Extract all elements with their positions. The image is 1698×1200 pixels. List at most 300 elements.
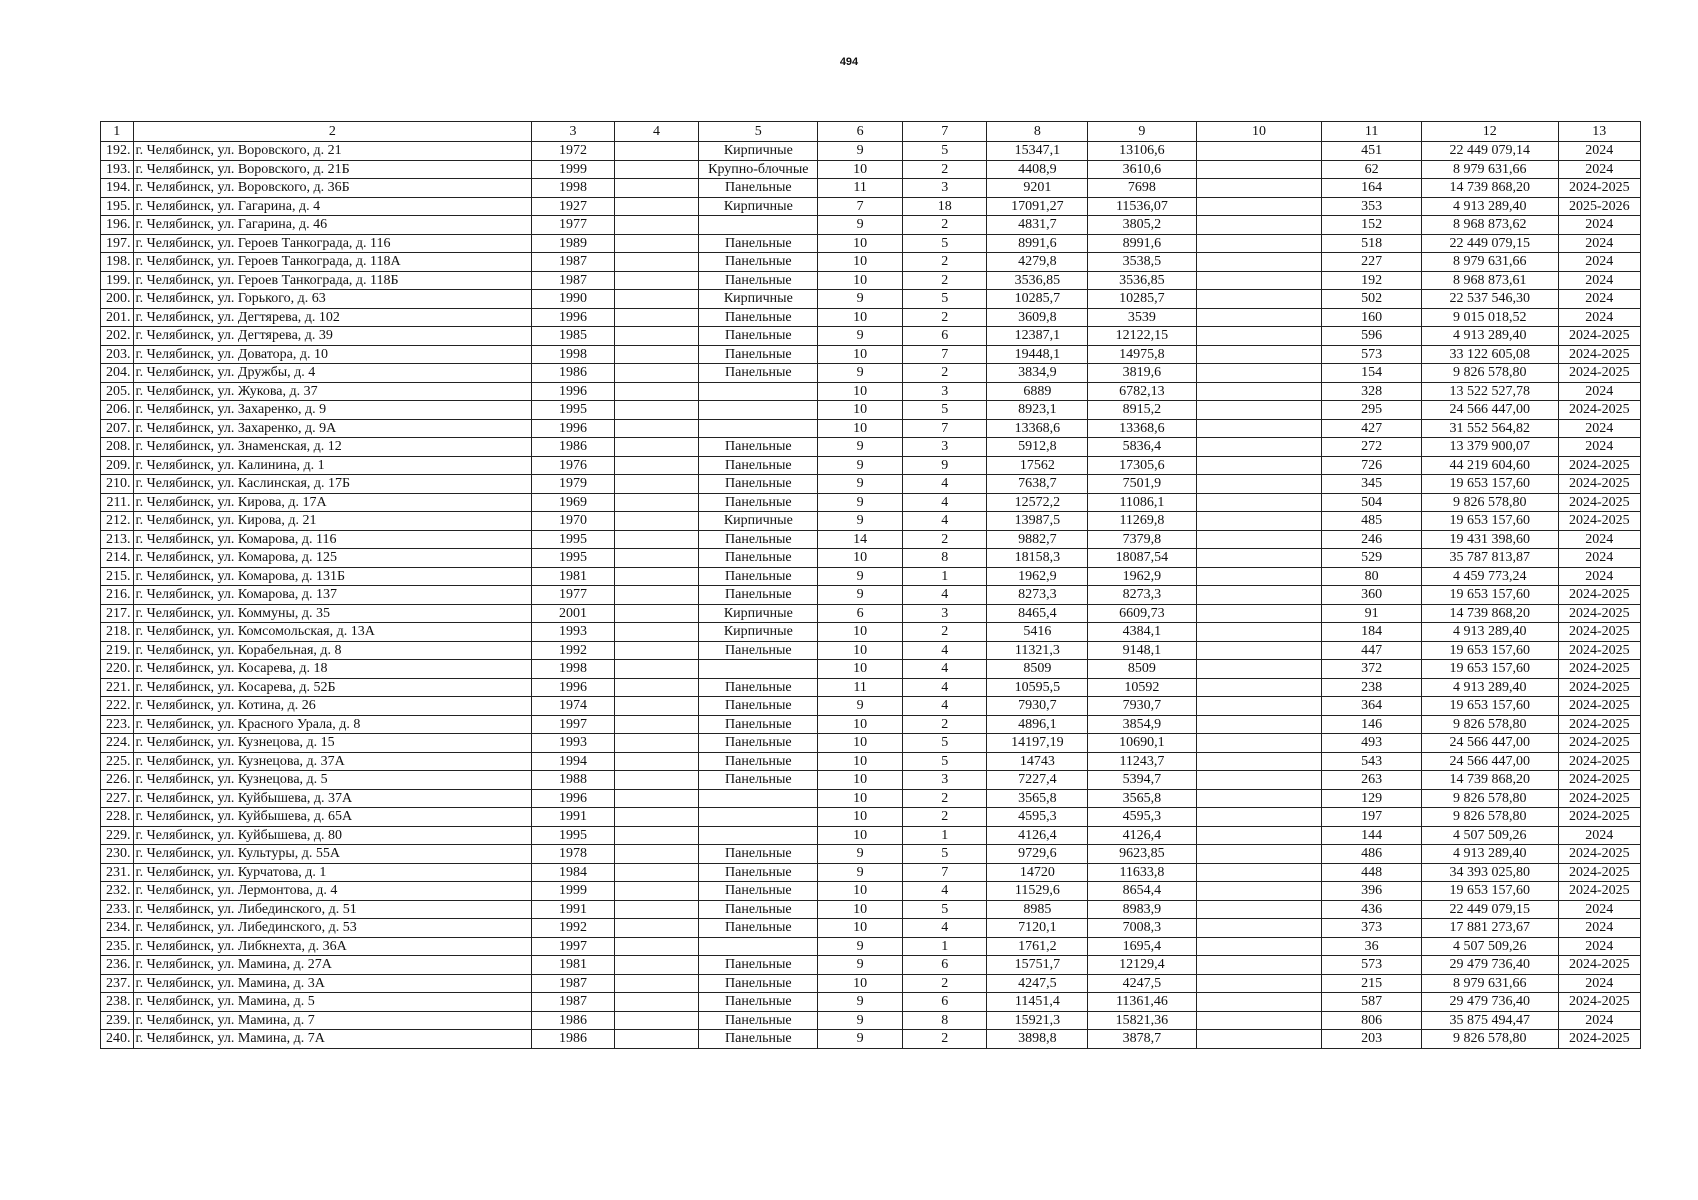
table-cell: 1999 xyxy=(532,882,614,901)
table-cell: 9 xyxy=(818,956,903,975)
table-cell: Панельные xyxy=(699,549,818,568)
table-cell: 10 xyxy=(818,715,903,734)
table-cell: 2024-2025 xyxy=(1558,179,1640,198)
table-cell: 726 xyxy=(1322,456,1422,475)
table-cell: 263 xyxy=(1322,771,1422,790)
table-cell xyxy=(1196,290,1322,309)
column-header: 2 xyxy=(133,122,532,142)
table-cell: 33 122 605,08 xyxy=(1422,345,1559,364)
table-cell: 8465,4 xyxy=(987,604,1088,623)
table-cell: 2024-2025 xyxy=(1558,475,1640,494)
table-cell: 6 xyxy=(902,956,987,975)
table-cell: 9 xyxy=(818,937,903,956)
row-number-cell: 214. xyxy=(101,549,134,568)
table-cell: 19 653 157,60 xyxy=(1422,697,1559,716)
column-header: 5 xyxy=(699,122,818,142)
table-cell xyxy=(614,271,699,290)
table-cell: 596 xyxy=(1322,327,1422,346)
address-cell: г. Челябинск, ул. Культуры, д. 55А xyxy=(133,845,532,864)
table-cell: 13106,6 xyxy=(1088,142,1196,161)
table-cell: 10 xyxy=(818,734,903,753)
table-cell xyxy=(614,456,699,475)
table-cell: 2 xyxy=(902,1030,987,1049)
table-cell: Панельные xyxy=(699,882,818,901)
table-cell: 9 xyxy=(818,863,903,882)
table-cell xyxy=(699,937,818,956)
table-cell xyxy=(1196,882,1322,901)
table-row xyxy=(101,401,1641,420)
row-number-cell: 230. xyxy=(101,845,134,864)
table-row xyxy=(101,604,1641,623)
address-cell: г. Челябинск, ул. Лермонтова, д. 4 xyxy=(133,882,532,901)
table-cell: 3898,8 xyxy=(987,1030,1088,1049)
table-cell: 9 826 578,80 xyxy=(1422,493,1559,512)
table-cell xyxy=(614,142,699,161)
table-cell: 1986 xyxy=(532,364,614,383)
table-cell xyxy=(1196,475,1322,494)
address-cell: г. Челябинск, ул. Комарова, д. 137 xyxy=(133,586,532,605)
table-cell: 1 xyxy=(902,937,987,956)
table-cell: 2024 xyxy=(1558,160,1640,179)
table-cell: 6 xyxy=(902,993,987,1012)
table-cell: 2024-2025 xyxy=(1558,752,1640,771)
table-cell: 17562 xyxy=(987,456,1088,475)
table-cell xyxy=(1196,382,1322,401)
table-cell: 4 xyxy=(902,586,987,605)
address-cell: г. Челябинск, ул. Либединского, д. 53 xyxy=(133,919,532,938)
row-number-cell: 240. xyxy=(101,1030,134,1049)
address-cell: г. Челябинск, ул. Воровского, д. 21Б xyxy=(133,160,532,179)
table-row xyxy=(101,771,1641,790)
row-number-cell: 201. xyxy=(101,308,134,327)
table-cell xyxy=(614,641,699,660)
address-cell: г. Челябинск, ул. Знаменская, д. 12 xyxy=(133,438,532,457)
table-cell: 4 913 289,40 xyxy=(1422,678,1559,697)
table-cell xyxy=(614,863,699,882)
table-cell xyxy=(614,882,699,901)
table-cell: 272 xyxy=(1322,438,1422,457)
table-cell: 9 xyxy=(902,456,987,475)
table-cell: 10690,1 xyxy=(1088,734,1196,753)
table-cell: 9882,7 xyxy=(987,530,1088,549)
table-cell: 2024 xyxy=(1558,826,1640,845)
table-row xyxy=(101,142,1641,161)
table-cell xyxy=(1196,216,1322,235)
table-cell: 2024-2025 xyxy=(1558,697,1640,716)
table-row xyxy=(101,216,1641,235)
table-cell: Панельные xyxy=(699,863,818,882)
table-cell xyxy=(1196,197,1322,216)
table-cell: 19448,1 xyxy=(987,345,1088,364)
table-cell: 573 xyxy=(1322,345,1422,364)
address-cell: г. Челябинск, ул. Жукова, д. 37 xyxy=(133,382,532,401)
row-number-cell: 208. xyxy=(101,438,134,457)
table-row xyxy=(101,826,1641,845)
table-cell: 1927 xyxy=(532,197,614,216)
table-cell xyxy=(1196,327,1322,346)
row-number-cell: 212. xyxy=(101,512,134,531)
table-cell xyxy=(699,808,818,827)
table-cell: 7 xyxy=(902,345,987,364)
table-row xyxy=(101,475,1641,494)
table-cell xyxy=(1196,253,1322,272)
table-cell: 1987 xyxy=(532,974,614,993)
row-number-cell: 199. xyxy=(101,271,134,290)
table-cell: 2024 xyxy=(1558,290,1640,309)
address-cell: г. Челябинск, ул. Кузнецова, д. 5 xyxy=(133,771,532,790)
row-number-cell: 236. xyxy=(101,956,134,975)
row-number-cell: 229. xyxy=(101,826,134,845)
table-cell: Панельные xyxy=(699,475,818,494)
table-cell: 5 xyxy=(902,401,987,420)
table-row xyxy=(101,734,1641,753)
row-number-cell: 217. xyxy=(101,604,134,623)
table-row xyxy=(101,863,1641,882)
table-cell: 1998 xyxy=(532,179,614,198)
table-cell: 129 xyxy=(1322,789,1422,808)
table-cell: Панельные xyxy=(699,974,818,993)
row-number-cell: 196. xyxy=(101,216,134,235)
row-number-cell: 202. xyxy=(101,327,134,346)
table-row xyxy=(101,253,1641,272)
table-cell: 7501,9 xyxy=(1088,475,1196,494)
table-row xyxy=(101,179,1641,198)
table-cell: 529 xyxy=(1322,549,1422,568)
address-cell: г. Челябинск, ул. Горького, д. 63 xyxy=(133,290,532,309)
table-cell: 12387,1 xyxy=(987,327,1088,346)
table-cell xyxy=(1196,678,1322,697)
table-cell: 448 xyxy=(1322,863,1422,882)
table-row xyxy=(101,456,1641,475)
table-cell: 192 xyxy=(1322,271,1422,290)
table-cell: 353 xyxy=(1322,197,1422,216)
table-cell: 9 xyxy=(818,1030,903,1049)
table-cell: 9201 xyxy=(987,179,1088,198)
table-cell: 11 xyxy=(818,179,903,198)
table-cell xyxy=(1196,456,1322,475)
table-cell: 2 xyxy=(902,974,987,993)
row-number-cell: 219. xyxy=(101,641,134,660)
table-cell: 543 xyxy=(1322,752,1422,771)
table-cell: 1976 xyxy=(532,456,614,475)
address-cell: г. Челябинск, ул. Комарова, д. 125 xyxy=(133,549,532,568)
table-cell: 5 xyxy=(902,900,987,919)
table-row xyxy=(101,327,1641,346)
table-cell: 3819,6 xyxy=(1088,364,1196,383)
table-cell: 18158,3 xyxy=(987,549,1088,568)
table-cell: 2001 xyxy=(532,604,614,623)
table-cell xyxy=(614,216,699,235)
table-cell: 573 xyxy=(1322,956,1422,975)
table-cell: 4408,9 xyxy=(987,160,1088,179)
table-cell xyxy=(614,715,699,734)
table-cell: 2024-2025 xyxy=(1558,604,1640,623)
table-cell: 9 xyxy=(818,586,903,605)
table-cell: 2 xyxy=(902,715,987,734)
table-cell: 80 xyxy=(1322,567,1422,586)
table-cell: 8273,3 xyxy=(1088,586,1196,605)
table-cell: 8654,4 xyxy=(1088,882,1196,901)
table-cell xyxy=(614,826,699,845)
table-row xyxy=(101,197,1641,216)
table-cell: 2025-2026 xyxy=(1558,197,1640,216)
table-cell: 1 xyxy=(902,826,987,845)
table-cell: 9 826 578,80 xyxy=(1422,1030,1559,1049)
table-cell: 6889 xyxy=(987,382,1088,401)
table-cell: 19 653 157,60 xyxy=(1422,660,1559,679)
table-cell: 364 xyxy=(1322,697,1422,716)
address-cell: г. Челябинск, ул. Захаренко, д. 9 xyxy=(133,401,532,420)
table-cell: 3 xyxy=(902,604,987,623)
table-cell: 396 xyxy=(1322,882,1422,901)
table-cell: 7008,3 xyxy=(1088,919,1196,938)
table-cell xyxy=(1196,826,1322,845)
table-cell: 10 xyxy=(818,974,903,993)
table-cell: 215 xyxy=(1322,974,1422,993)
address-cell: г. Челябинск, ул. Комарова, д. 131Б xyxy=(133,567,532,586)
table-row xyxy=(101,567,1641,586)
table-cell: 10592 xyxy=(1088,678,1196,697)
table-cell xyxy=(1196,771,1322,790)
table-cell xyxy=(1196,956,1322,975)
table-cell: 11361,46 xyxy=(1088,993,1196,1012)
page-number: 494 xyxy=(839,56,859,68)
table-cell: 19 653 157,60 xyxy=(1422,475,1559,494)
table-cell: 3610,6 xyxy=(1088,160,1196,179)
table-cell: 427 xyxy=(1322,419,1422,438)
header-row xyxy=(101,122,1641,142)
table-cell: 8 968 873,61 xyxy=(1422,271,1559,290)
table-cell: 152 xyxy=(1322,216,1422,235)
table-cell xyxy=(1196,641,1322,660)
table-cell: 11269,8 xyxy=(1088,512,1196,531)
row-number-cell: 211. xyxy=(101,493,134,512)
table-body xyxy=(101,142,1641,1049)
table-cell: 7 xyxy=(902,419,987,438)
table-cell: 12122,15 xyxy=(1088,327,1196,346)
table-cell: 22 449 079,14 xyxy=(1422,142,1559,161)
table-cell xyxy=(614,993,699,1012)
table-cell xyxy=(699,419,818,438)
table-cell xyxy=(1196,974,1322,993)
table-row xyxy=(101,882,1641,901)
table-cell: 10595,5 xyxy=(987,678,1088,697)
address-cell: г. Челябинск, ул. Дегтярева, д. 102 xyxy=(133,308,532,327)
table-cell: 14 739 868,20 xyxy=(1422,604,1559,623)
table-cell: Панельные xyxy=(699,697,818,716)
table-cell: 91 xyxy=(1322,604,1422,623)
table-cell xyxy=(1196,512,1322,531)
table-cell: 15751,7 xyxy=(987,956,1088,975)
table-cell: 44 219 604,60 xyxy=(1422,456,1559,475)
table-cell: 13 379 900,07 xyxy=(1422,438,1559,457)
table-cell xyxy=(1196,808,1322,827)
table-cell: 6 xyxy=(902,327,987,346)
table-cell: 246 xyxy=(1322,530,1422,549)
address-cell: г. Челябинск, ул. Куйбышева, д. 37А xyxy=(133,789,532,808)
table-cell: 8923,1 xyxy=(987,401,1088,420)
table-cell: 2024-2025 xyxy=(1558,771,1640,790)
table-cell: 10 xyxy=(818,623,903,642)
table-cell: Панельные xyxy=(699,493,818,512)
table-cell: 518 xyxy=(1322,234,1422,253)
table-cell: 3 xyxy=(902,179,987,198)
table-cell: 1987 xyxy=(532,271,614,290)
table-cell: 3539 xyxy=(1088,308,1196,327)
address-cell: г. Челябинск, ул. Мамина, д. 7А xyxy=(133,1030,532,1049)
table-cell: Кирпичные xyxy=(699,512,818,531)
table-cell: 1988 xyxy=(532,771,614,790)
table-cell xyxy=(614,327,699,346)
row-number-cell: 216. xyxy=(101,586,134,605)
table-cell: 1974 xyxy=(532,697,614,716)
table-cell: 2024-2025 xyxy=(1558,456,1640,475)
table-cell xyxy=(614,253,699,272)
row-number-cell: 239. xyxy=(101,1011,134,1030)
table-cell: 62 xyxy=(1322,160,1422,179)
table-cell: 2 xyxy=(902,364,987,383)
row-number-cell: 206. xyxy=(101,401,134,420)
table-row xyxy=(101,808,1641,827)
table-cell: 2 xyxy=(902,308,987,327)
table-cell xyxy=(1196,308,1322,327)
row-number-cell: 193. xyxy=(101,160,134,179)
table-cell xyxy=(1196,937,1322,956)
table-cell: 35 787 813,87 xyxy=(1422,549,1559,568)
table-cell: 8 xyxy=(902,1011,987,1030)
table-cell: 2024 xyxy=(1558,419,1640,438)
table-cell: 5836,4 xyxy=(1088,438,1196,457)
table-cell: 13368,6 xyxy=(987,419,1088,438)
address-cell: г. Челябинск, ул. Каслинская, д. 17Б xyxy=(133,475,532,494)
table-cell xyxy=(614,771,699,790)
table-cell: 4 xyxy=(902,475,987,494)
address-cell: г. Челябинск, ул. Красного Урала, д. 8 xyxy=(133,715,532,734)
table-cell xyxy=(1196,419,1322,438)
table-row xyxy=(101,937,1641,956)
table-cell: 9 xyxy=(818,845,903,864)
table-row xyxy=(101,234,1641,253)
table-cell: 154 xyxy=(1322,364,1422,383)
table-cell: 5912,8 xyxy=(987,438,1088,457)
table-cell: 436 xyxy=(1322,900,1422,919)
table-cell: 10 xyxy=(818,234,903,253)
table-cell: 2024-2025 xyxy=(1558,845,1640,864)
table-cell xyxy=(1196,586,1322,605)
table-cell: 9 826 578,80 xyxy=(1422,715,1559,734)
table-row xyxy=(101,993,1641,1012)
table-cell: 10 xyxy=(818,752,903,771)
address-cell: г. Челябинск, ул. Кирова, д. 17А xyxy=(133,493,532,512)
table-cell: 3 xyxy=(902,438,987,457)
table-cell: 3536,85 xyxy=(1088,271,1196,290)
table-cell: 10 xyxy=(818,382,903,401)
table-cell: 10 xyxy=(818,641,903,660)
table-cell: Панельные xyxy=(699,956,818,975)
table-cell: 8 979 631,66 xyxy=(1422,160,1559,179)
table-cell xyxy=(614,1011,699,1030)
table-cell: 9 xyxy=(818,438,903,457)
table-row xyxy=(101,308,1641,327)
table-cell: 2024-2025 xyxy=(1558,660,1640,679)
table-cell: 4 507 509,26 xyxy=(1422,937,1559,956)
table-cell: 10285,7 xyxy=(1088,290,1196,309)
table-cell: 19 653 157,60 xyxy=(1422,641,1559,660)
table-cell: 4247,5 xyxy=(987,974,1088,993)
table-cell: 11243,7 xyxy=(1088,752,1196,771)
table-cell: 1 xyxy=(902,567,987,586)
table-cell: 1986 xyxy=(532,438,614,457)
table-cell: 2024-2025 xyxy=(1558,715,1640,734)
table-cell: 8991,6 xyxy=(1088,234,1196,253)
table-cell xyxy=(614,604,699,623)
table-cell: 3805,2 xyxy=(1088,216,1196,235)
table-cell xyxy=(1196,604,1322,623)
table-cell: 7120,1 xyxy=(987,919,1088,938)
table-cell: 9 xyxy=(818,456,903,475)
table-cell xyxy=(614,660,699,679)
table-cell: 3565,8 xyxy=(987,789,1088,808)
table-row xyxy=(101,845,1641,864)
table-row xyxy=(101,697,1641,716)
row-number-cell: 200. xyxy=(101,290,134,309)
table-row xyxy=(101,715,1641,734)
table-cell: 4 xyxy=(902,493,987,512)
table-row xyxy=(101,364,1641,383)
address-cell: г. Челябинск, ул. Гагарина, д. 46 xyxy=(133,216,532,235)
table-cell: Панельные xyxy=(699,752,818,771)
table-cell: 2024-2025 xyxy=(1558,863,1640,882)
table-cell: 2024-2025 xyxy=(1558,1030,1640,1049)
table-cell: 2 xyxy=(902,216,987,235)
table-cell: 17 881 273,67 xyxy=(1422,919,1559,938)
table-cell xyxy=(1196,623,1322,642)
table-cell: 24 566 447,00 xyxy=(1422,734,1559,753)
table-cell: 1979 xyxy=(532,475,614,494)
table-row xyxy=(101,512,1641,531)
table-cell: 451 xyxy=(1322,142,1422,161)
table-cell: 24 566 447,00 xyxy=(1422,752,1559,771)
table-cell xyxy=(614,401,699,420)
table-cell: 19 431 398,60 xyxy=(1422,530,1559,549)
table-cell: 8983,9 xyxy=(1088,900,1196,919)
table-cell: 1984 xyxy=(532,863,614,882)
address-cell: г. Челябинск, ул. Дегтярева, д. 39 xyxy=(133,327,532,346)
address-cell: г. Челябинск, ул. Либединского, д. 51 xyxy=(133,900,532,919)
table-cell: 2024 xyxy=(1558,974,1640,993)
table-cell: 17305,6 xyxy=(1088,456,1196,475)
address-cell: г. Челябинск, ул. Косарева, д. 18 xyxy=(133,660,532,679)
table-cell: 3 xyxy=(902,382,987,401)
table-cell: 5 xyxy=(902,234,987,253)
table-cell xyxy=(614,512,699,531)
row-number-cell: 225. xyxy=(101,752,134,771)
table-cell: 1992 xyxy=(532,919,614,938)
table-cell: 9 826 578,80 xyxy=(1422,364,1559,383)
table-cell: 35 875 494,47 xyxy=(1422,1011,1559,1030)
row-number-cell: 233. xyxy=(101,900,134,919)
table-cell: 31 552 564,82 xyxy=(1422,419,1559,438)
table-cell xyxy=(614,808,699,827)
table-cell xyxy=(614,197,699,216)
row-number-cell: 198. xyxy=(101,253,134,272)
table-cell: 360 xyxy=(1322,586,1422,605)
table-cell: 2024 xyxy=(1558,382,1640,401)
address-cell: г. Челябинск, ул. Мамина, д. 27А xyxy=(133,956,532,975)
table-cell: 8915,2 xyxy=(1088,401,1196,420)
table-cell: 4 913 289,40 xyxy=(1422,327,1559,346)
table-cell: Панельные xyxy=(699,771,818,790)
